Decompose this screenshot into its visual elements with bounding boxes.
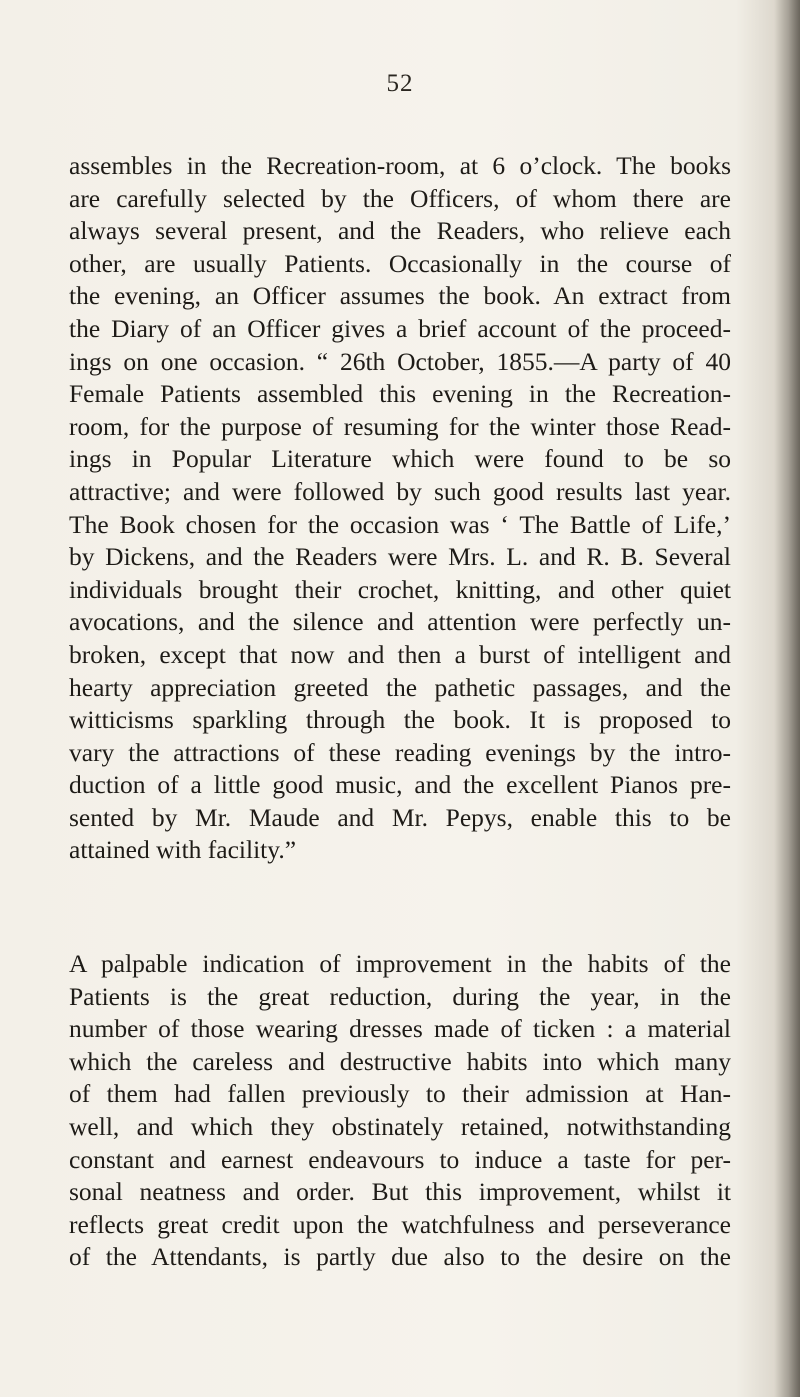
text-line: A palpable indication of improvement in the habits of the [69,949,731,978]
paragraph-1 [69,150,731,867]
text-line: number of those wearing dresses made of ticken : a material [69,1014,731,1044]
text-line: individuals brought their crochet, knitting, and other quiet [69,574,731,604]
text-line: ings on one occasion. “ 26th October, 1855.—A party of 40 [69,346,731,376]
text-line: by Dickens, and the Readers were Mrs. L. and R. B. Several [69,542,731,572]
text-line: sonal neatness and order. But this improvement, whilst it [69,1177,731,1207]
page-number: 52 [386,70,414,97]
text-line: The Book chosen for the occasion was ‘ The Battle of Life,’ [69,509,731,539]
text-line: other, are usually Patients. Occasionally in the course of [69,248,731,278]
text-line: the evening, an Officer assumes the book. An extract from [69,281,731,311]
text-line: which the careless and destructive habits into which many [69,1046,731,1076]
text-line: assembles in the Recreation-room, at 6 o’clock. The books [69,151,731,180]
text-line: duction of a little good music, and the excellent Pianos pre- [69,770,731,800]
text-line: ings in Popular Literature which were found to be so [69,444,731,474]
text-line: broken, except that now and then a burst of intelligent and [69,639,731,669]
text-line: constant and earnest endeavours to induce a taste for per- [69,1144,731,1174]
text-line: are carefully selected by the Officers, of whom there are [69,183,731,213]
text-line: reflects great credit upon the watchfulness and perseverance [69,1209,731,1239]
text-line: sented by Mr. Maude and Mr. Pepys, enable this to be [69,802,731,832]
page-edge-shadow [774,0,800,1397]
text-line: of the Attendants, is partly due also to the desire on the [69,1242,731,1272]
text-line: vary the attractions of these reading evenings by the intro- [69,737,731,767]
text-line: Female Patients assembled this evening in the Recreation- [69,379,731,409]
text-line: of them had fallen previously to their admission at Han- [69,1079,731,1109]
text-line: attained with facility.” [69,835,297,865]
text-line: the Diary of an Officer gives a brief account of the proceed- [69,313,731,343]
paragraph-2 [69,948,731,1274]
text-line: room, for the purpose of resuming for the winter those Read- [69,411,731,441]
text-line: Patients is the great reduction, during the year, in the [69,981,731,1011]
text-line: avocations, and the silence and attention were perfectly un- [69,607,731,637]
text-line: always several present, and the Readers, who relieve each [69,216,731,246]
text-line: well, and which they obstinately retained, notwithstanding [69,1111,731,1141]
text-line: witticisms sparkling through the book. It is proposed to [69,705,731,735]
text-line: attractive; and were followed by such good results last year. [69,476,731,506]
text-line: hearty appreciation greeted the pathetic passages, and the [69,672,731,702]
